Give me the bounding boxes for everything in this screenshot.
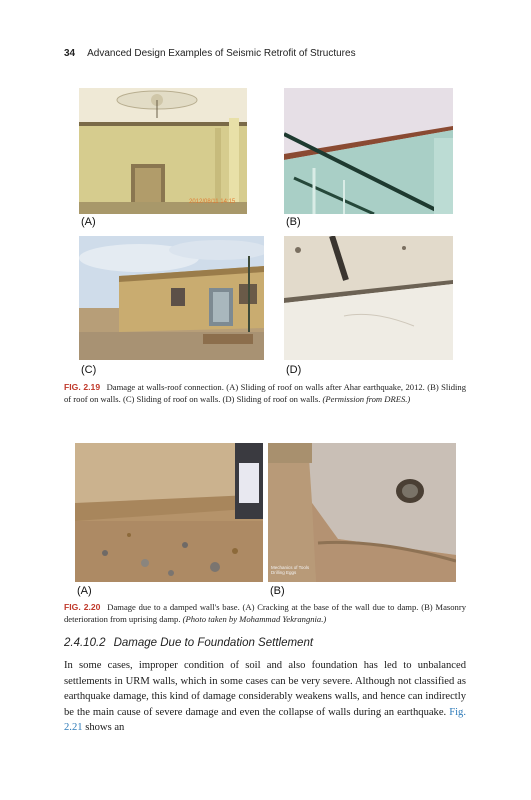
figure-2-20-label: FIG. 2.20 bbox=[64, 602, 101, 612]
figure-2-19-permission: (Permission from DRES.) bbox=[322, 394, 411, 404]
panel-label-2-19-b: (B) bbox=[286, 216, 301, 228]
photo-2-19-d bbox=[284, 236, 453, 360]
photo-2-19-a bbox=[79, 88, 247, 214]
figure-2-19-caption-text: Damage at walls-roof connection. (A) Sliding of roof on walls after Ahar earthquake, 2012. (B) Sliding of roof on walls. (C) Sliding of roof on walls. (D) Sliding of roof on walls. bbox=[64, 382, 466, 404]
photo-watermark: Mechanics of Tools Drilling Eggs bbox=[271, 565, 310, 575]
panel-label-2-20-a: (A) bbox=[77, 585, 92, 597]
panel-label-2-19-a: (A) bbox=[81, 216, 96, 228]
section-title: Damage Due to Foundation Settlement bbox=[113, 637, 314, 649]
panel-label-2-19-d: (D) bbox=[286, 364, 302, 376]
figure-2-20-credit: (Photo taken by Mohammad Yekrangnia.) bbox=[182, 614, 327, 624]
photo-2-19-b bbox=[284, 88, 453, 214]
photo-date-stamp: 2012/08/11 14:15 bbox=[189, 199, 236, 205]
panel-label-2-19-c: (C) bbox=[81, 364, 97, 376]
section-heading bbox=[64, 637, 313, 649]
running-title: Advanced Design Examples of Seismic Retrofit of Structures bbox=[87, 48, 356, 59]
running-header bbox=[64, 48, 356, 59]
figure-2-19-caption bbox=[64, 381, 466, 405]
body-paragraph bbox=[64, 658, 466, 736]
section-number: 2.4.10.2 bbox=[64, 637, 106, 649]
photo-2-20-b bbox=[268, 443, 456, 582]
paragraph-text: In some cases, improper condition of soil and also foundation has led to unbalanced settlements in URM walls, which in some cases can be very severe. Although not classified as earthquake damage, this kind of damage considerably weakens walls, and hence can indirectly be the main cause of severe damage and even the collapse of walls during an earthquake. bbox=[64, 660, 466, 718]
photo-2-19-c bbox=[79, 236, 264, 360]
panel-label-2-20-b: (B) bbox=[270, 585, 285, 597]
photo-2-20-a bbox=[75, 443, 263, 582]
figure-reference-link[interactable]: Fig. 2.21 bbox=[64, 706, 466, 734]
page-number: 34 bbox=[64, 48, 76, 59]
paragraph-text-tail: shows an bbox=[85, 722, 125, 734]
figure-2-20-caption bbox=[64, 601, 466, 625]
figure-2-20-caption-text: Damage due to a damped wall's base. (A) Cracking at the base of the wall due to damp. (B) Masonry deterioration from uprising damp. bbox=[64, 602, 466, 624]
figure-2-19-label: FIG. 2.19 bbox=[64, 382, 101, 392]
